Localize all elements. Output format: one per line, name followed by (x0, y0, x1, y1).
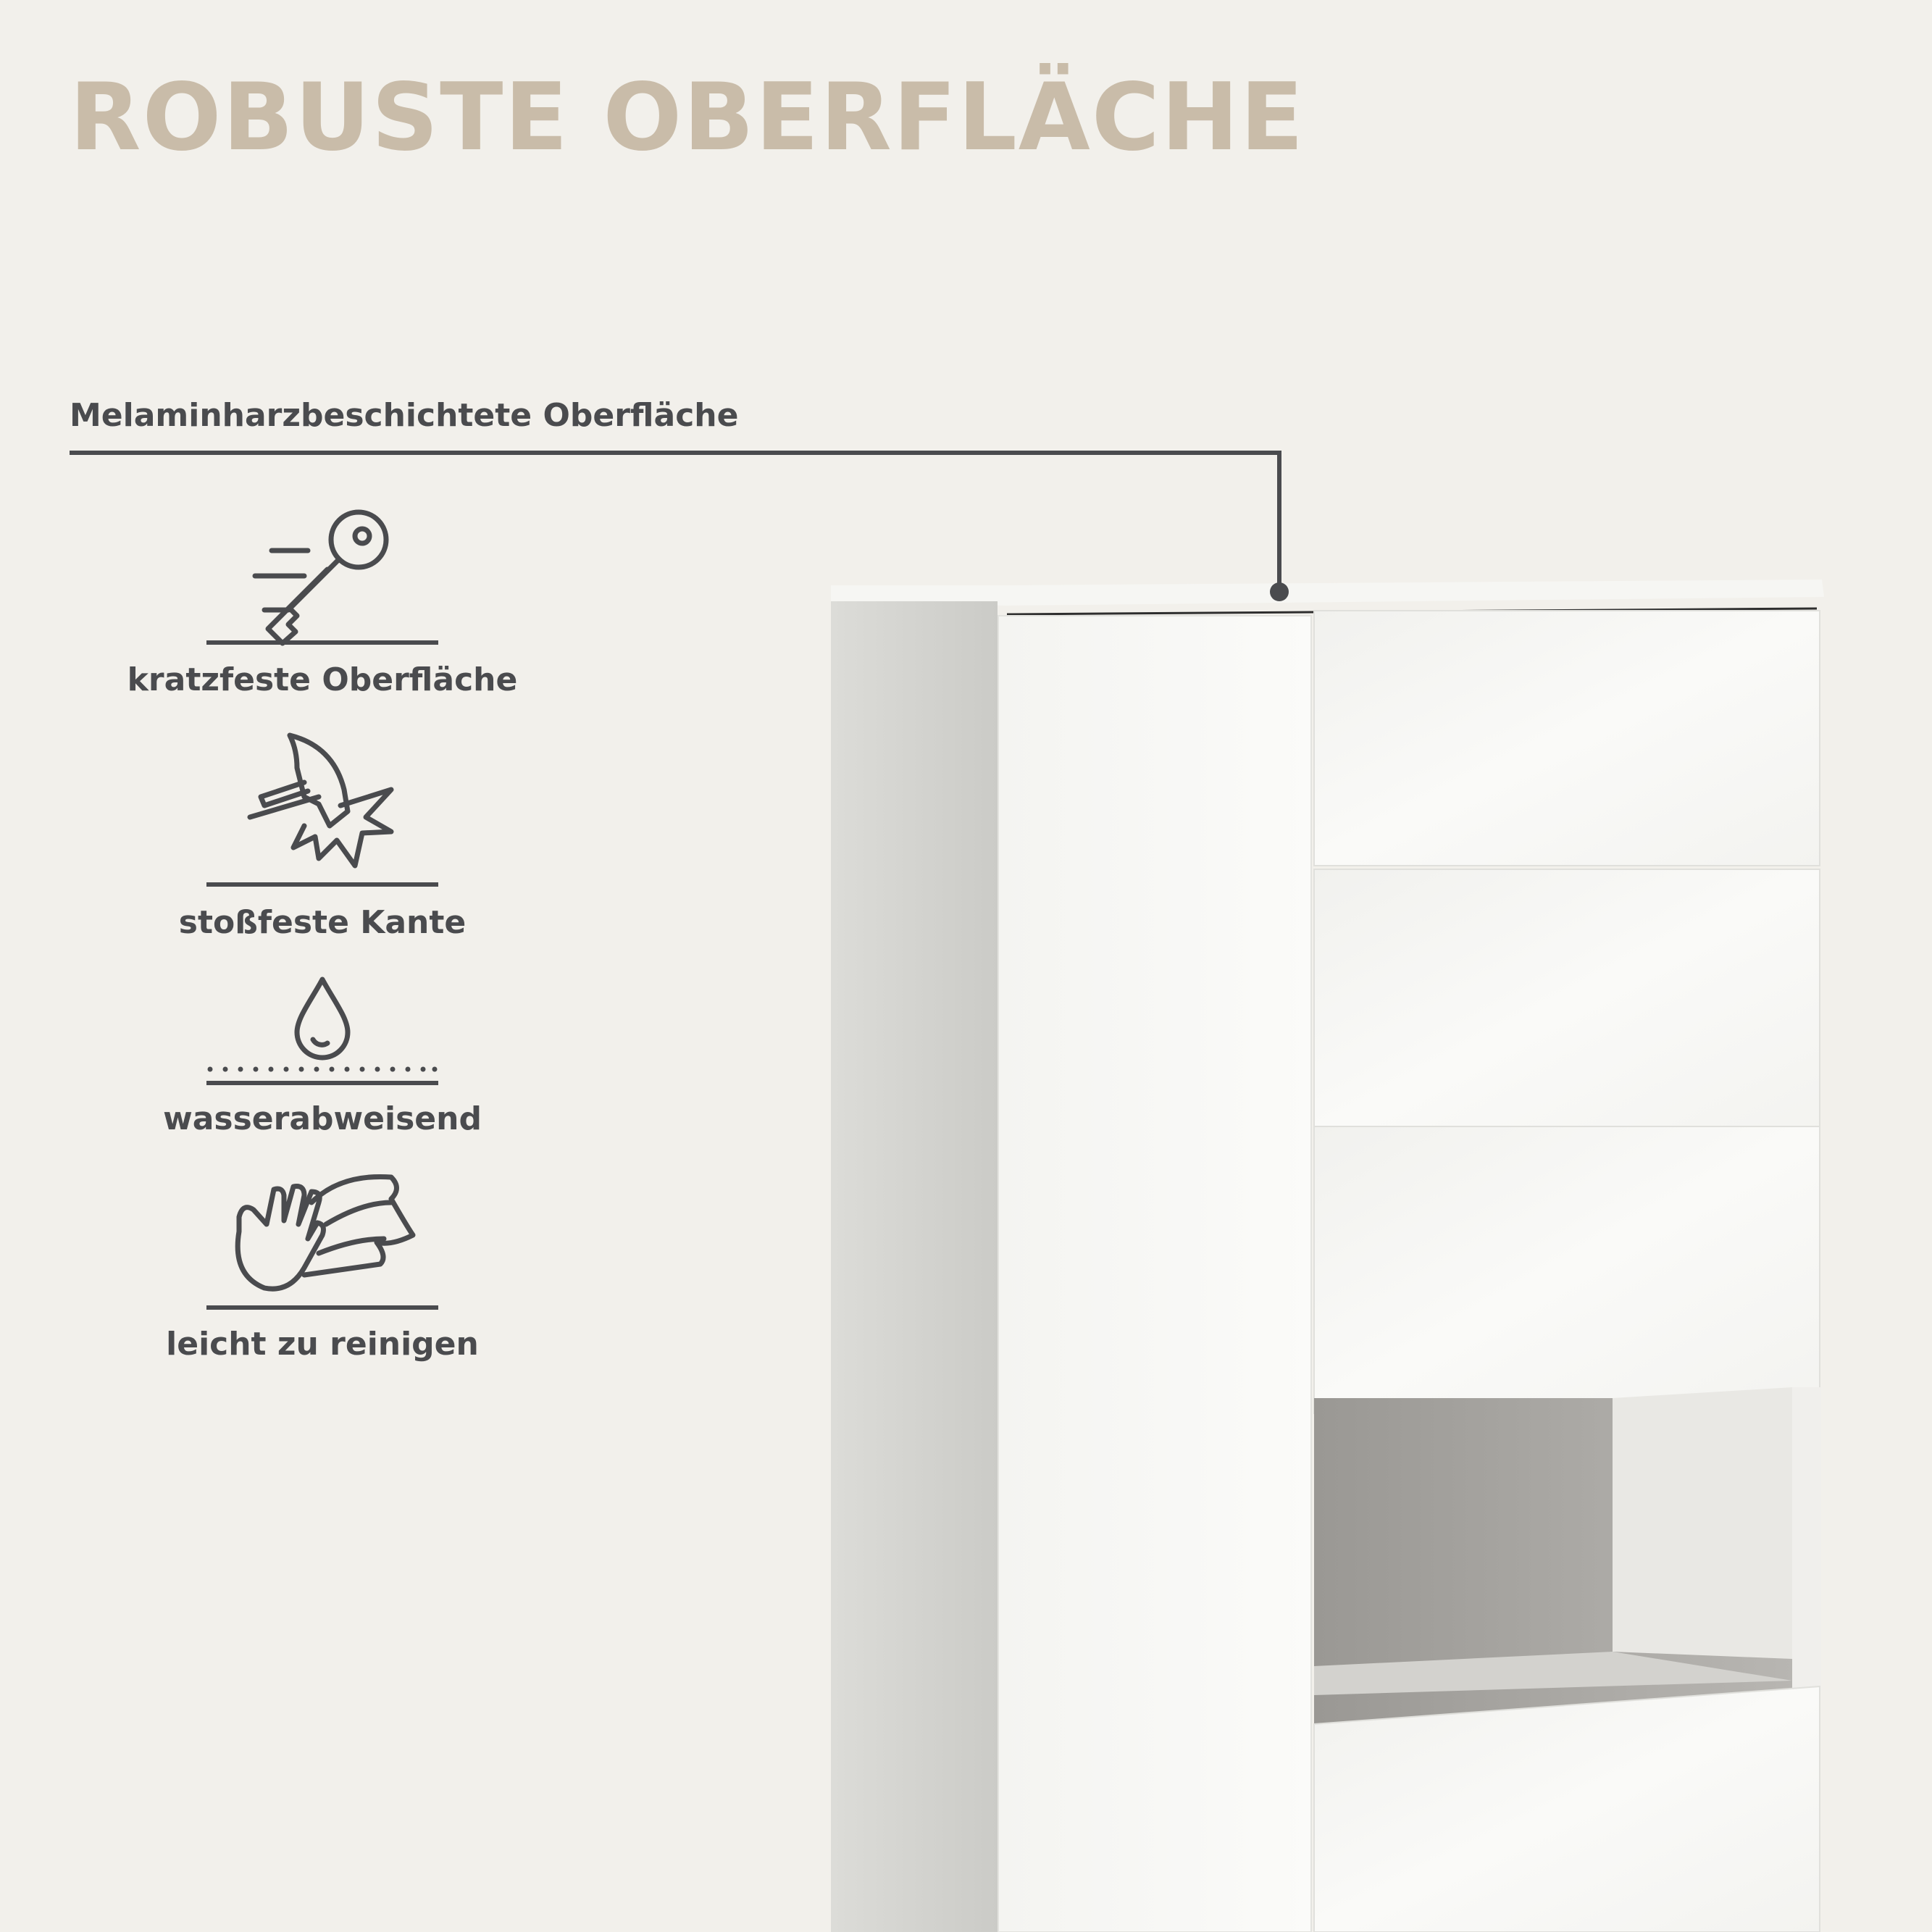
feature-label-impact: stoßfeste Kante (178, 904, 467, 941)
callout-dot (1270, 582, 1289, 601)
key-scratch-icon (255, 512, 386, 643)
feature-label-clean: leicht zu reinigen (166, 1326, 479, 1363)
callout-label: Melaminharzbeschichtete Oberfläche (70, 397, 739, 434)
feature-label-water: wasserabweisend (163, 1100, 482, 1137)
page-title: ROBUSTE OBERFLÄCHE (70, 64, 1305, 172)
callout-leader-line (70, 453, 1279, 590)
dotted-line (208, 1067, 438, 1072)
hand-cloth-icon (238, 1176, 413, 1289)
hammer-impact-icon (250, 735, 391, 866)
water-drop-icon (297, 979, 348, 1058)
feature-label-scratch: kratzfeste Oberfläche (127, 661, 518, 698)
